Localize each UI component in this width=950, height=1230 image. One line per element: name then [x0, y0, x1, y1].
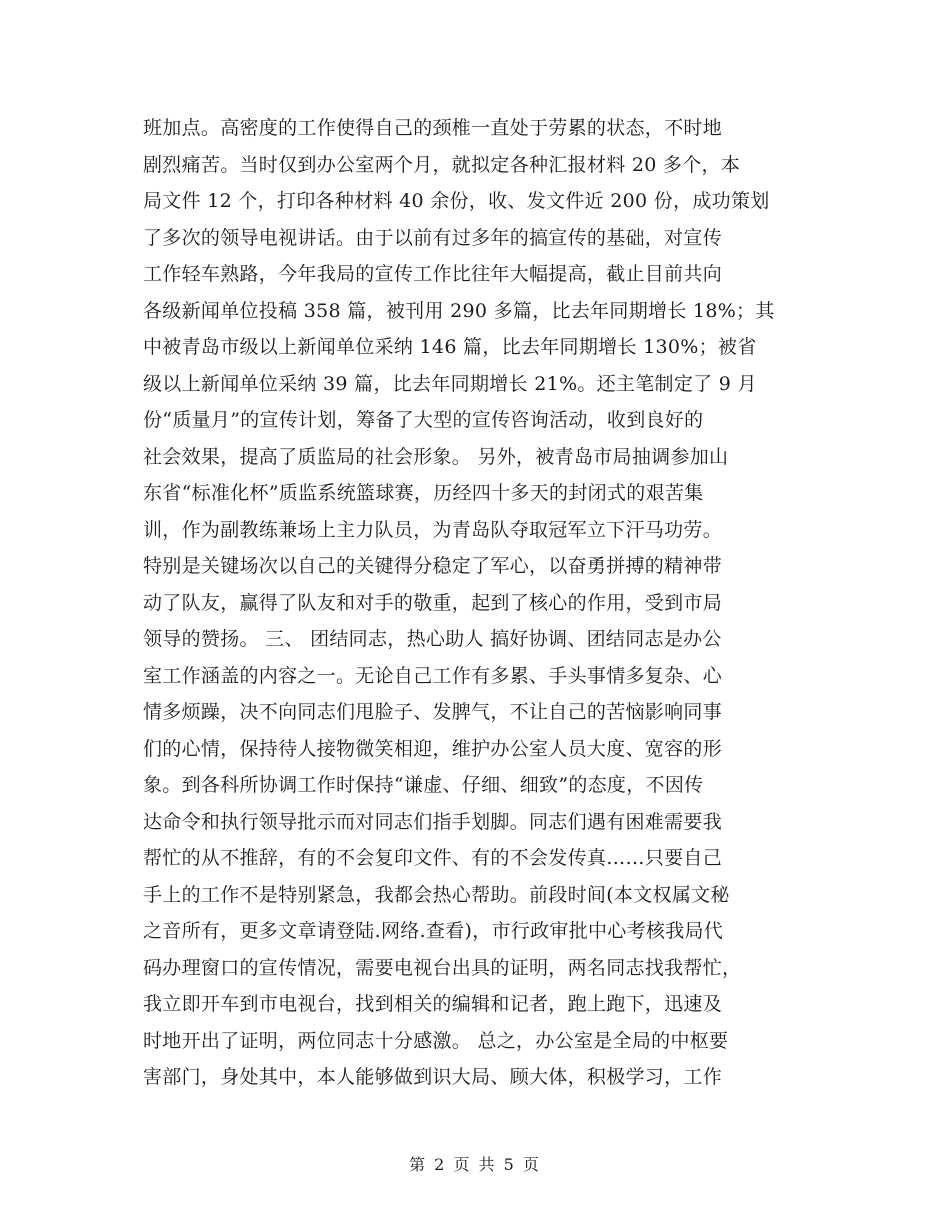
text-line: 份“质量月”的宣传计划，筹备了大型的宣传咨询活动，收到良好的	[143, 409, 704, 431]
text-line: 中被青岛市级以上新闻单位采纳 146 篇，比去年同期增长 130%；被省	[143, 336, 757, 358]
page-number-footer: 第 2 页 共 5 页	[409, 1155, 541, 1174]
text-line: 之音所有，更多文章请登陆.网络.查看)，市行政审批中心考核我局代	[143, 920, 724, 942]
text-line: 工作轻车熟路，今年我局的宣传工作比往年大幅提高，截止目前共向	[143, 263, 723, 285]
text-line: 特别是关键场次以自己的关键得分稳定了军心，以奋勇拼搏的精神带	[143, 555, 723, 577]
text-line: 室工作涵盖的内容之一。无论自己工作有多累、手头事情多复杂、心	[143, 664, 723, 687]
text-line: 级以上新闻单位采纳 39 篇，比去年同期增长 21%。还主笔制定了 9 月	[143, 372, 757, 395]
text-line: 手上的工作不是特别紧急，我都会热心帮助。前段时间(本文权属文秘	[143, 883, 730, 906]
text-line: 害部门，身处其中，本人能够做到识大局、顾大体，积极学习，工作	[143, 1066, 723, 1088]
text-line: 社会效果，提高了质监局的社会形象。 另外，被青岛市局抽调参加山	[143, 445, 729, 468]
text-line: 各级新闻单位投稿 358 篇，被刊用 290 多篇，比去年同期增长 18%；其	[143, 299, 775, 322]
text-line: 动了队友，赢得了队友和对手的敬重，起到了核心的作用，受到市局	[143, 591, 723, 614]
text-line: 达命令和执行领导批示而对同志们指手划脚。同志们遇有困难需要我	[143, 810, 723, 833]
text-line: 剧烈痛苦。当时仅到办公室两个月，就拟定各种汇报材料 20 多个，本	[143, 153, 741, 176]
text-line: 帮忙的从不推辞，有的不会复印文件、有的不会发传真……只要自己	[143, 847, 723, 869]
text-line: 了多次的领导电视讲话。由于以前有过多年的搞宣传的基础，对宣传	[143, 226, 723, 249]
text-line: 训，作为副教练兼场上主力队员，为青岛队夺取冠军立下汗马功劳。	[143, 518, 723, 541]
text-line: 时地开出了证明，两位同志十分感激。 总之，办公室是全局的中枢要	[143, 1029, 729, 1052]
text-line: 领导的赞扬。 三、 团结同志，热心助人 搞好协调、团结同志是办公	[143, 628, 722, 650]
text-line: 象。到各科所协调工作时保持“谦虚、仔细、细致”的态度，不因传	[143, 774, 704, 796]
text-line: 局文件 12 个，打印各种材料 40 余份，收、发文件近 200 份，成功策划	[143, 190, 770, 212]
text-line: 们的心情，保持待人接物微笑相迎，维护办公室人员大度、宽容的形	[143, 737, 723, 760]
text-line: 我立即开车到市电视台，找到相关的编辑和记者，跑上跑下，迅速及	[143, 993, 723, 1015]
body-text	[143, 110, 813, 1096]
text-line: 东省“标准化杯”质监系统篮球赛，历经四十多天的封闭式的艰苦集	[143, 482, 704, 504]
text-line: 情多烦躁，决不向同志们甩脸子、发脾气，不让自己的苦恼影响同事	[143, 701, 723, 723]
text-line: 码办理窗口的宣传情况，需要电视台出具的证明，两名同志找我帮忙，	[143, 956, 742, 979]
text-line: 班加点。高密度的工作使得自己的颈椎一直处于劳累的状态，不时地	[143, 117, 723, 139]
